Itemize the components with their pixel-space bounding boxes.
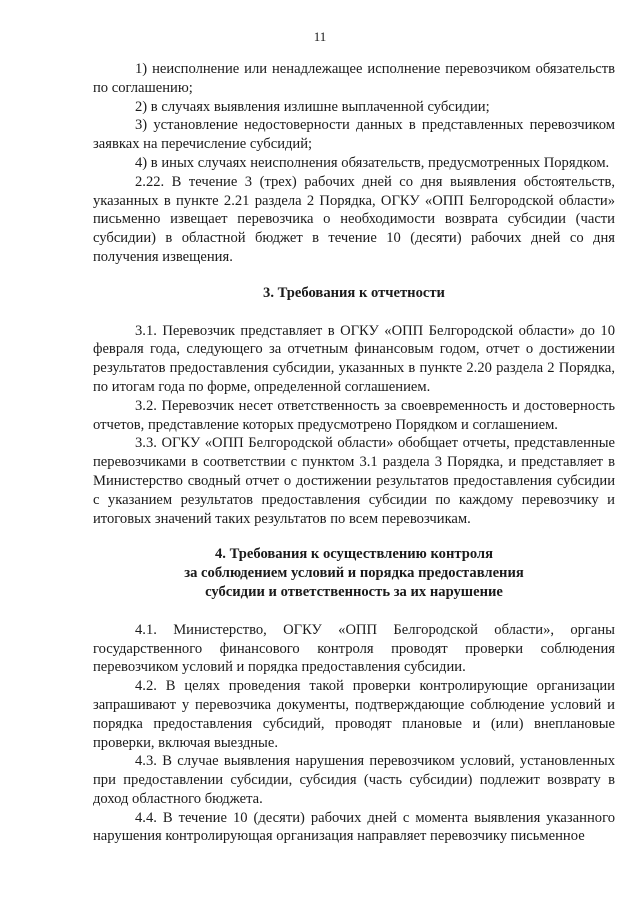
paragraph: 4.4. В течение 10 (десяти) рабочих дней с момента выявления указанного нарушения контролирующая организация направляет перевозчику письменное	[93, 809, 615, 845]
section-spacer	[93, 303, 615, 322]
paragraph: 4.3. В случае выявления нарушения перевозчиком условий, установленных при предоставлении субсидии, субсидия (часть субсидии) подлежит возврату в доход областного бюджета.	[93, 753, 615, 807]
section-heading: за соблюдением условий и порядка предоставления	[184, 565, 524, 582]
paragraph: 3.2. Перевозчик несет ответственность за своевременность и достоверность отчетов, представление которых предусмотрено Порядком и соглашением.	[93, 397, 615, 433]
section-heading: субсидии и ответственность за их нарушение	[205, 583, 503, 600]
paragraph: 4.2. В целях проведения такой проверки контролирующие организации запрашивают у перевозчика документы, подтверждающие соблюдение условий и порядка предоставления субсидий, проводят плановые и (или) внеплановые проверки, включая выездные.	[93, 678, 615, 751]
section-spacer	[93, 267, 615, 284]
section-heading: 4. Требования к осуществлению контроля	[214, 546, 494, 563]
paragraph: 3.1. Перевозчик представляет в ОГКУ «ОПП Белгородской области» до 10 февраля года, следующего за отчетным финансовым годом, отчет о достижении результатов предоставления субсидии, указанных в пункте 2.20 раздела 2 Порядка, по итогам года по форме, определенной соглашением.	[93, 322, 615, 395]
section-heading: 3. Требования к отчетности	[263, 284, 445, 301]
paragraph: 3) установление недостоверности данных в представленных перевозчиком заявках на перечисление субсидий;	[93, 117, 615, 153]
paragraph: 2) в случаях выявления излишне выплаченной субсидии;	[135, 98, 490, 115]
section-spacer	[93, 528, 615, 545]
paragraph: 4) в иных случаях неисполнения обязательств, предусмотренных Порядком.	[135, 154, 610, 171]
paragraph: 2.22. В течение 3 (трех) рабочих дней со дня выявления обстоятельств, указанных в пункте 2.21 раздела 2 Порядка, ОГКУ «ОПП Белгородской области» письменно извещает перевозчика о необходимости возврата субсидии (части субсидии) в областной бюджет в течение 10 (десяти) рабочих дней со дня получения извещения.	[93, 173, 615, 265]
page-number: 11	[313, 29, 327, 44]
paragraph: 4.1. Министерство, ОГКУ «ОПП Белгородской области», органы государственного финансового контроля проводят проверки соблюдения перевозчиком условий и порядка предоставления субсидии.	[93, 621, 615, 676]
paragraph: 3.3. ОГКУ «ОПП Белгородской области» обобщает отчеты, представленные перевозчиками в соответствии с пунктом 3.1 раздела 3 Порядка, и представляет в Министерство сводный отчет о достижении результатов предоставления субсидии с указанием результатов предоставления субсидии по каждому перевозчику и итоговых значений таких результатов по всем перевозчикам.	[93, 435, 615, 527]
document-body	[93, 60, 615, 846]
paragraph: 1) неисполнение или ненадлежащее исполнение перевозчиком обязательств по соглашению;	[93, 61, 615, 96]
section-spacer	[93, 602, 615, 621]
